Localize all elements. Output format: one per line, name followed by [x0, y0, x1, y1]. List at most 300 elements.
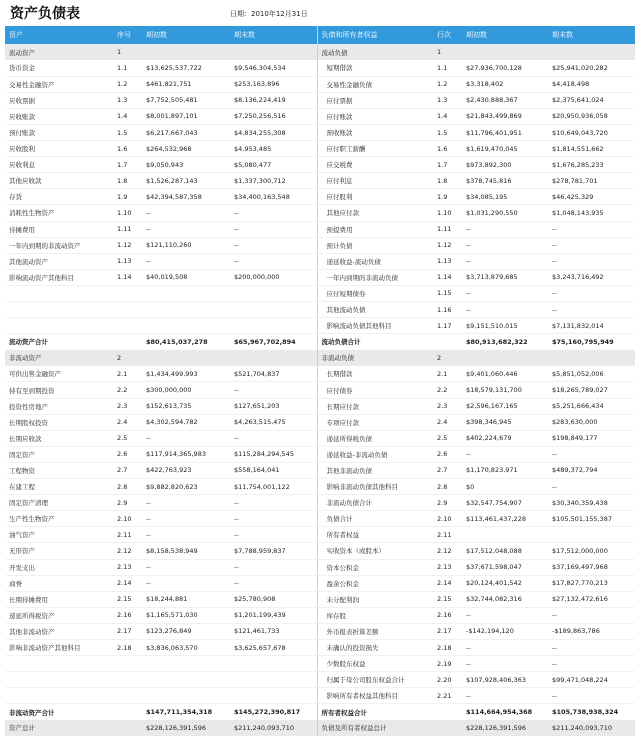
table-row — [5, 495, 635, 511]
asset-line-no — [115, 318, 143, 334]
liability-begin-value: -- — [463, 285, 549, 301]
liability-begin-value: $2,430,888,367 — [463, 92, 549, 108]
asset-begin-value: $6,217,667,043 — [143, 124, 231, 140]
asset-begin-value: -- — [143, 205, 231, 221]
asset-label: 投资性房地产 — [5, 398, 115, 414]
liability-label: 专项应付款 — [317, 414, 435, 430]
asset-end-value: -- — [231, 253, 317, 269]
table-row — [5, 430, 635, 446]
asset-label: 预付账款 — [5, 124, 115, 140]
asset-end-value: -- — [231, 559, 317, 575]
asset-line-no — [115, 704, 143, 720]
liability-line-no: 1.14 — [435, 269, 463, 285]
asset-begin-value — [143, 285, 231, 301]
asset-line-no — [115, 302, 143, 318]
liability-label: 交易性金融负债 — [317, 76, 435, 92]
liability-label: 流动负债 — [317, 44, 435, 60]
liability-label: 递延收益-流动负债 — [317, 253, 435, 269]
asset-begin-value: $422,763,923 — [143, 462, 231, 478]
liability-line-no: 2.13 — [435, 559, 463, 575]
asset-end-value: $200,000,000 — [231, 269, 317, 285]
liability-end-value: $27,132,472,616 — [549, 591, 635, 607]
asset-label: 影响非流动资产其他科目 — [5, 639, 115, 655]
asset-label: 油气资产 — [5, 527, 115, 543]
asset-end-value — [231, 688, 317, 704]
table-row — [5, 527, 635, 543]
liability-line-no: 1.2 — [435, 76, 463, 92]
liability-begin-value: $32,744,082,316 — [463, 591, 549, 607]
asset-begin-value: $8,001,897,101 — [143, 108, 231, 124]
liability-begin-value: $3,318,402 — [463, 76, 549, 92]
liability-label: 非流动负债合计 — [317, 495, 435, 511]
liability-begin-value: $37,671,598,047 — [463, 559, 549, 575]
liability-begin-value — [463, 44, 549, 60]
table-row — [5, 189, 635, 205]
asset-begin-value: -- — [143, 511, 231, 527]
liability-end-value — [549, 527, 635, 543]
liability-end-value: $18,265,789,027 — [549, 382, 635, 398]
asset-label: 应收利息 — [5, 157, 115, 173]
liability-end-value: $99,471,048,224 — [549, 672, 635, 688]
liability-end-value: $37,169,497,968 — [549, 559, 635, 575]
asset-label — [5, 318, 115, 334]
asset-label: 其他应收款 — [5, 173, 115, 189]
asset-end-value: $521,704,837 — [231, 366, 317, 382]
liability-end-value: $211,240,093,710 — [549, 720, 635, 736]
liability-end-value — [549, 44, 635, 60]
table-row — [5, 285, 635, 301]
liability-begin-value: $402,224,679 — [463, 430, 549, 446]
asset-line-no — [115, 688, 143, 704]
asset-line-no: 2.10 — [115, 511, 143, 527]
col-header-asset-end: 期末数 — [231, 26, 317, 44]
asset-label: 工程物资 — [5, 462, 115, 478]
liability-label: 负债合计 — [317, 511, 435, 527]
liability-begin-value: $17,512,048,088 — [463, 543, 549, 559]
liability-end-value: $20,950,936,058 — [549, 108, 635, 124]
asset-begin-value: $121,110,260 — [143, 237, 231, 253]
section-row — [5, 350, 635, 366]
asset-begin-value: $228,126,391,596 — [143, 720, 231, 736]
liability-label: 预提费用 — [317, 221, 435, 237]
liability-end-value: $1,814,551,662 — [549, 141, 635, 157]
asset-label: 应收账款 — [5, 108, 115, 124]
liability-line-no: 2.6 — [435, 446, 463, 462]
asset-label — [5, 302, 115, 318]
liability-line-no — [435, 334, 463, 350]
liability-end-value: $278,781,701 — [549, 173, 635, 189]
liability-end-value: $46,425,329 — [549, 189, 635, 205]
asset-end-value: -- — [231, 495, 317, 511]
liability-begin-value: -- — [463, 688, 549, 704]
liability-label: 应付股利 — [317, 189, 435, 205]
liability-end-value: -- — [549, 688, 635, 704]
asset-line-no: 2.11 — [115, 527, 143, 543]
col-header-asset-no: 序号 — [115, 26, 143, 44]
table-row — [5, 479, 635, 495]
asset-line-no: 2.16 — [115, 607, 143, 623]
liability-line-no: 1.12 — [435, 237, 463, 253]
liability-label: 应付债券 — [317, 382, 435, 398]
asset-line-no: 1.10 — [115, 205, 143, 221]
liability-line-no: 2.3 — [435, 398, 463, 414]
asset-end-value: $253,163,896 — [231, 76, 317, 92]
asset-line-no — [115, 720, 143, 736]
asset-begin-value: $9,882,820,623 — [143, 479, 231, 495]
liability-label: 其他非流动负债 — [317, 462, 435, 478]
asset-begin-value: $117,914,365,983 — [143, 446, 231, 462]
asset-begin-value — [143, 44, 231, 60]
liability-label: 外币报表折算差额 — [317, 623, 435, 639]
liability-begin-value: $2,596,167,165 — [463, 398, 549, 414]
asset-end-value: $3,625,657,678 — [231, 639, 317, 655]
asset-end-value: $34,400,163,548 — [231, 189, 317, 205]
liability-label: 预计负债 — [317, 237, 435, 253]
liability-begin-value: $113,461,437,228 — [463, 511, 549, 527]
asset-label: 交易性金融资产 — [5, 76, 115, 92]
liability-begin-value: $21,843,499,869 — [463, 108, 549, 124]
asset-end-value — [231, 44, 317, 60]
liability-end-value: -- — [549, 607, 635, 623]
asset-begin-value: -- — [143, 527, 231, 543]
asset-end-value: $1,201,199,439 — [231, 607, 317, 623]
table-row — [5, 366, 635, 382]
liability-line-no: 2.4 — [435, 414, 463, 430]
liability-begin-value: -- — [463, 656, 549, 672]
table-row — [5, 173, 635, 189]
table-row — [5, 398, 635, 414]
liability-label: 未确认的投资损失 — [317, 639, 435, 655]
liability-label: 负债及所有者权益总计 — [317, 720, 435, 736]
liability-begin-value: $18,579,131,700 — [463, 382, 549, 398]
asset-begin-value: $123,276,849 — [143, 623, 231, 639]
asset-label: 流动资产 — [5, 44, 115, 60]
asset-line-no: 2.13 — [115, 559, 143, 575]
table-row — [5, 141, 635, 157]
asset-line-no: 2.1 — [115, 366, 143, 382]
liability-label: 一年内到期的非流动负债 — [317, 269, 435, 285]
table-row — [5, 124, 635, 140]
asset-label: 资产总计 — [5, 720, 115, 736]
asset-begin-value: -- — [143, 221, 231, 237]
asset-label: 影响流动资产其他科目 — [5, 269, 115, 285]
liability-line-no: 2.10 — [435, 511, 463, 527]
liability-line-no — [435, 704, 463, 720]
liability-end-value: $5,251,666,434 — [549, 398, 635, 414]
liability-begin-value: $34,085,195 — [463, 189, 549, 205]
asset-line-no — [115, 656, 143, 672]
liability-label: 归属于母公司股东权益合计 — [317, 672, 435, 688]
table-row — [5, 108, 635, 124]
liability-begin-value: -- — [463, 302, 549, 318]
table-row — [5, 559, 635, 575]
table-row — [5, 269, 635, 285]
asset-line-no: 1.11 — [115, 221, 143, 237]
asset-line-no: 1.12 — [115, 237, 143, 253]
asset-label: 长期待摊费用 — [5, 591, 115, 607]
asset-begin-value: -- — [143, 559, 231, 575]
table-row — [5, 76, 635, 92]
asset-line-no: 1.14 — [115, 269, 143, 285]
asset-label: 长期应收款 — [5, 430, 115, 446]
liability-end-value: $25,941,020,282 — [549, 60, 635, 76]
asset-label: 应收股利 — [5, 141, 115, 157]
liability-begin-value: $1,031,290,550 — [463, 205, 549, 221]
liability-line-no: 1.8 — [435, 173, 463, 189]
table-row — [5, 688, 635, 704]
asset-begin-value — [143, 688, 231, 704]
table-row — [5, 302, 635, 318]
asset-label: 开发支出 — [5, 559, 115, 575]
balance-sheet-table — [5, 26, 635, 736]
asset-label: 递延所得税资产 — [5, 607, 115, 623]
asset-begin-value: -- — [143, 495, 231, 511]
asset-end-value — [231, 285, 317, 301]
col-header-asset: 资产 — [5, 26, 115, 44]
liability-end-value: -$189,863,786 — [549, 623, 635, 639]
table-row — [5, 591, 635, 607]
asset-line-no — [115, 672, 143, 688]
col-header-liability: 负债和所有者权益 — [317, 26, 435, 44]
asset-line-no: 2 — [115, 350, 143, 366]
liability-end-value: $10,649,043,720 — [549, 124, 635, 140]
liability-label: 影响非流动负债其他科目 — [317, 479, 435, 495]
asset-begin-value: $152,613,735 — [143, 398, 231, 414]
liability-begin-value — [463, 527, 549, 543]
asset-end-value: $558,164,041 — [231, 462, 317, 478]
asset-begin-value: $8,158,538,949 — [143, 543, 231, 559]
asset-begin-value — [143, 302, 231, 318]
asset-line-no: 1.6 — [115, 141, 143, 157]
asset-begin-value: -- — [143, 253, 231, 269]
liability-end-value: $30,340,359,438 — [549, 495, 635, 511]
asset-line-no: 2.3 — [115, 398, 143, 414]
liability-line-no: 1.16 — [435, 302, 463, 318]
asset-end-value — [231, 672, 317, 688]
asset-begin-value — [143, 350, 231, 366]
asset-line-no: 2.8 — [115, 479, 143, 495]
asset-line-no — [115, 334, 143, 350]
asset-end-value: $115,284,294,545 — [231, 446, 317, 462]
liability-end-value: $1,676,285,233 — [549, 157, 635, 173]
liability-line-no: 1.10 — [435, 205, 463, 221]
liability-label: 长期应付款 — [317, 398, 435, 414]
liability-label: 影响流动负债其他科目 — [317, 318, 435, 334]
liability-begin-value: $228,126,391,596 — [463, 720, 549, 736]
asset-end-value: $4,953,485 — [231, 141, 317, 157]
table-row — [5, 623, 635, 639]
table-row — [5, 92, 635, 108]
liability-end-value: $4,418,498 — [549, 76, 635, 92]
asset-end-value: -- — [231, 205, 317, 221]
liability-begin-value: -- — [463, 639, 549, 655]
liability-begin-value: $107,928,406,363 — [463, 672, 549, 688]
liability-line-no: 2 — [435, 350, 463, 366]
asset-begin-value — [143, 318, 231, 334]
liability-label: 影响所有者权益其他科目 — [317, 688, 435, 704]
col-header-liability-begin: 期初数 — [463, 26, 549, 44]
liability-label: 实收资本（或股本） — [317, 543, 435, 559]
liability-begin-value: $80,913,682,322 — [463, 334, 549, 350]
liability-line-no: 2.12 — [435, 543, 463, 559]
liability-label: 应付利息 — [317, 173, 435, 189]
liability-label: 少数股东权益 — [317, 656, 435, 672]
asset-end-value: $8,136,224,419 — [231, 92, 317, 108]
asset-label: 商誉 — [5, 575, 115, 591]
asset-line-no: 2.14 — [115, 575, 143, 591]
table-row — [5, 543, 635, 559]
liability-end-value: -- — [549, 639, 635, 655]
col-header-liability-end: 期末数 — [549, 26, 635, 44]
asset-label: 其他非流动资产 — [5, 623, 115, 639]
liability-end-value: $105,501,155,387 — [549, 511, 635, 527]
asset-end-value: $145,272,390,817 — [231, 704, 317, 720]
table-row — [5, 446, 635, 462]
asset-line-no: 2.2 — [115, 382, 143, 398]
liability-end-value: $7,131,832,014 — [549, 318, 635, 334]
asset-label — [5, 672, 115, 688]
table-row — [5, 607, 635, 623]
liability-end-value: $283,630,000 — [549, 414, 635, 430]
asset-line-no: 1 — [115, 44, 143, 60]
asset-end-value — [231, 350, 317, 366]
report-date: 日期：2010年12月31日 — [230, 10, 308, 18]
liability-line-no: 2.9 — [435, 495, 463, 511]
asset-end-value: $7,788,959,837 — [231, 543, 317, 559]
asset-end-value — [231, 656, 317, 672]
table-row — [5, 575, 635, 591]
liability-label: 库存股 — [317, 607, 435, 623]
asset-line-no: 1.4 — [115, 108, 143, 124]
asset-end-value: $7,250,256,516 — [231, 108, 317, 124]
liability-label: 未分配利润 — [317, 591, 435, 607]
asset-label: 其他流动资产 — [5, 253, 115, 269]
asset-label: 货币资金 — [5, 60, 115, 76]
asset-begin-value: $3,836,063,570 — [143, 639, 231, 655]
asset-end-value: $25,780,908 — [231, 591, 317, 607]
asset-line-no: 1.9 — [115, 189, 143, 205]
table-row — [5, 639, 635, 655]
liability-begin-value: -- — [463, 221, 549, 237]
liability-label: 非流动负债 — [317, 350, 435, 366]
asset-begin-value: -- — [143, 575, 231, 591]
asset-label: 一年内到期的非流动资产 — [5, 237, 115, 253]
asset-begin-value: $7,752,505,481 — [143, 92, 231, 108]
liability-label: 应付职工薪酬 — [317, 141, 435, 157]
asset-line-no: 2.6 — [115, 446, 143, 462]
asset-line-no: 2.4 — [115, 414, 143, 430]
asset-begin-value: $1,434,499,993 — [143, 366, 231, 382]
liability-line-no: 1.15 — [435, 285, 463, 301]
asset-end-value: $1,337,300,712 — [231, 173, 317, 189]
liability-end-value: $3,243,716,492 — [549, 269, 635, 285]
asset-label: 在建工程 — [5, 479, 115, 495]
asset-end-value: $11,754,001,122 — [231, 479, 317, 495]
liability-begin-value: $973,892,300 — [463, 157, 549, 173]
liability-begin-value: $0 — [463, 479, 549, 495]
asset-end-value: -- — [231, 221, 317, 237]
asset-line-no: 1.5 — [115, 124, 143, 140]
asset-begin-value — [143, 656, 231, 672]
table-row — [5, 462, 635, 478]
asset-begin-value: $80,415,037,278 — [143, 334, 231, 350]
liability-line-no: 2.2 — [435, 382, 463, 398]
asset-line-no: 2.18 — [115, 639, 143, 655]
liability-label: 应付票据 — [317, 92, 435, 108]
liability-end-value: $105,738,938,324 — [549, 704, 635, 720]
table-row — [5, 511, 635, 527]
liability-line-no: 2.21 — [435, 688, 463, 704]
liability-begin-value: $9,151,510,015 — [463, 318, 549, 334]
liability-line-no: 2.7 — [435, 462, 463, 478]
asset-label: 非流动资产合计 — [5, 704, 115, 720]
asset-line-no: 2.5 — [115, 430, 143, 446]
asset-line-no: 2.17 — [115, 623, 143, 639]
liability-line-no: 2.1 — [435, 366, 463, 382]
liability-begin-value: $20,124,401,542 — [463, 575, 549, 591]
table-row — [5, 60, 635, 76]
liability-end-value: -- — [549, 221, 635, 237]
liability-line-no: 1.4 — [435, 108, 463, 124]
asset-label: 应收票据 — [5, 92, 115, 108]
liability-line-no: 2.15 — [435, 591, 463, 607]
liability-label: 所有者权益 — [317, 527, 435, 543]
asset-end-value — [231, 318, 317, 334]
asset-line-no: 1.3 — [115, 92, 143, 108]
liability-end-value: -- — [549, 253, 635, 269]
liability-end-value: $198,849,177 — [549, 430, 635, 446]
asset-label: 待摊费用 — [5, 221, 115, 237]
asset-begin-value: $461,821,751 — [143, 76, 231, 92]
asset-line-no: 1.13 — [115, 253, 143, 269]
liability-label: 长期借款 — [317, 366, 435, 382]
asset-label: 持有至到期投资 — [5, 382, 115, 398]
liability-begin-value: $32,547,754,907 — [463, 495, 549, 511]
table-row — [5, 205, 635, 221]
asset-label: 消耗性生物资产 — [5, 205, 115, 221]
page-title: 资产负债表 — [10, 6, 80, 22]
liability-begin-value: -- — [463, 446, 549, 462]
liability-begin-value: $3,713,879,685 — [463, 269, 549, 285]
liability-end-value: -- — [549, 656, 635, 672]
asset-end-value: -- — [231, 511, 317, 527]
liability-begin-value: $1,170,823,971 — [463, 462, 549, 478]
liability-label: 流动负债合计 — [317, 334, 435, 350]
asset-end-value: $211,240,093,710 — [231, 720, 317, 736]
liability-label: 应付账款 — [317, 108, 435, 124]
liability-begin-value: $114,664,954,368 — [463, 704, 549, 720]
liability-line-no: 2.19 — [435, 656, 463, 672]
asset-label: 长期股权投资 — [5, 414, 115, 430]
liability-end-value: -- — [549, 479, 635, 495]
liability-begin-value: $378,745,816 — [463, 173, 549, 189]
table-row — [5, 656, 635, 672]
asset-end-value — [231, 302, 317, 318]
liability-line-no: 1.11 — [435, 221, 463, 237]
liability-line-no: 1.9 — [435, 189, 463, 205]
liability-label: 应付短期债券 — [317, 285, 435, 301]
asset-line-no: 2.15 — [115, 591, 143, 607]
table-row — [5, 318, 635, 334]
liability-label: 递延收益-非流动负债 — [317, 446, 435, 462]
subtotal-row — [5, 334, 635, 350]
asset-begin-value: $13,625,537,722 — [143, 60, 231, 76]
liability-begin-value: -- — [463, 253, 549, 269]
table-header-row — [5, 26, 635, 44]
liability-line-no: 1.1 — [435, 60, 463, 76]
col-header-liability-no: 行次 — [435, 26, 463, 44]
asset-line-no: 1.7 — [115, 157, 143, 173]
